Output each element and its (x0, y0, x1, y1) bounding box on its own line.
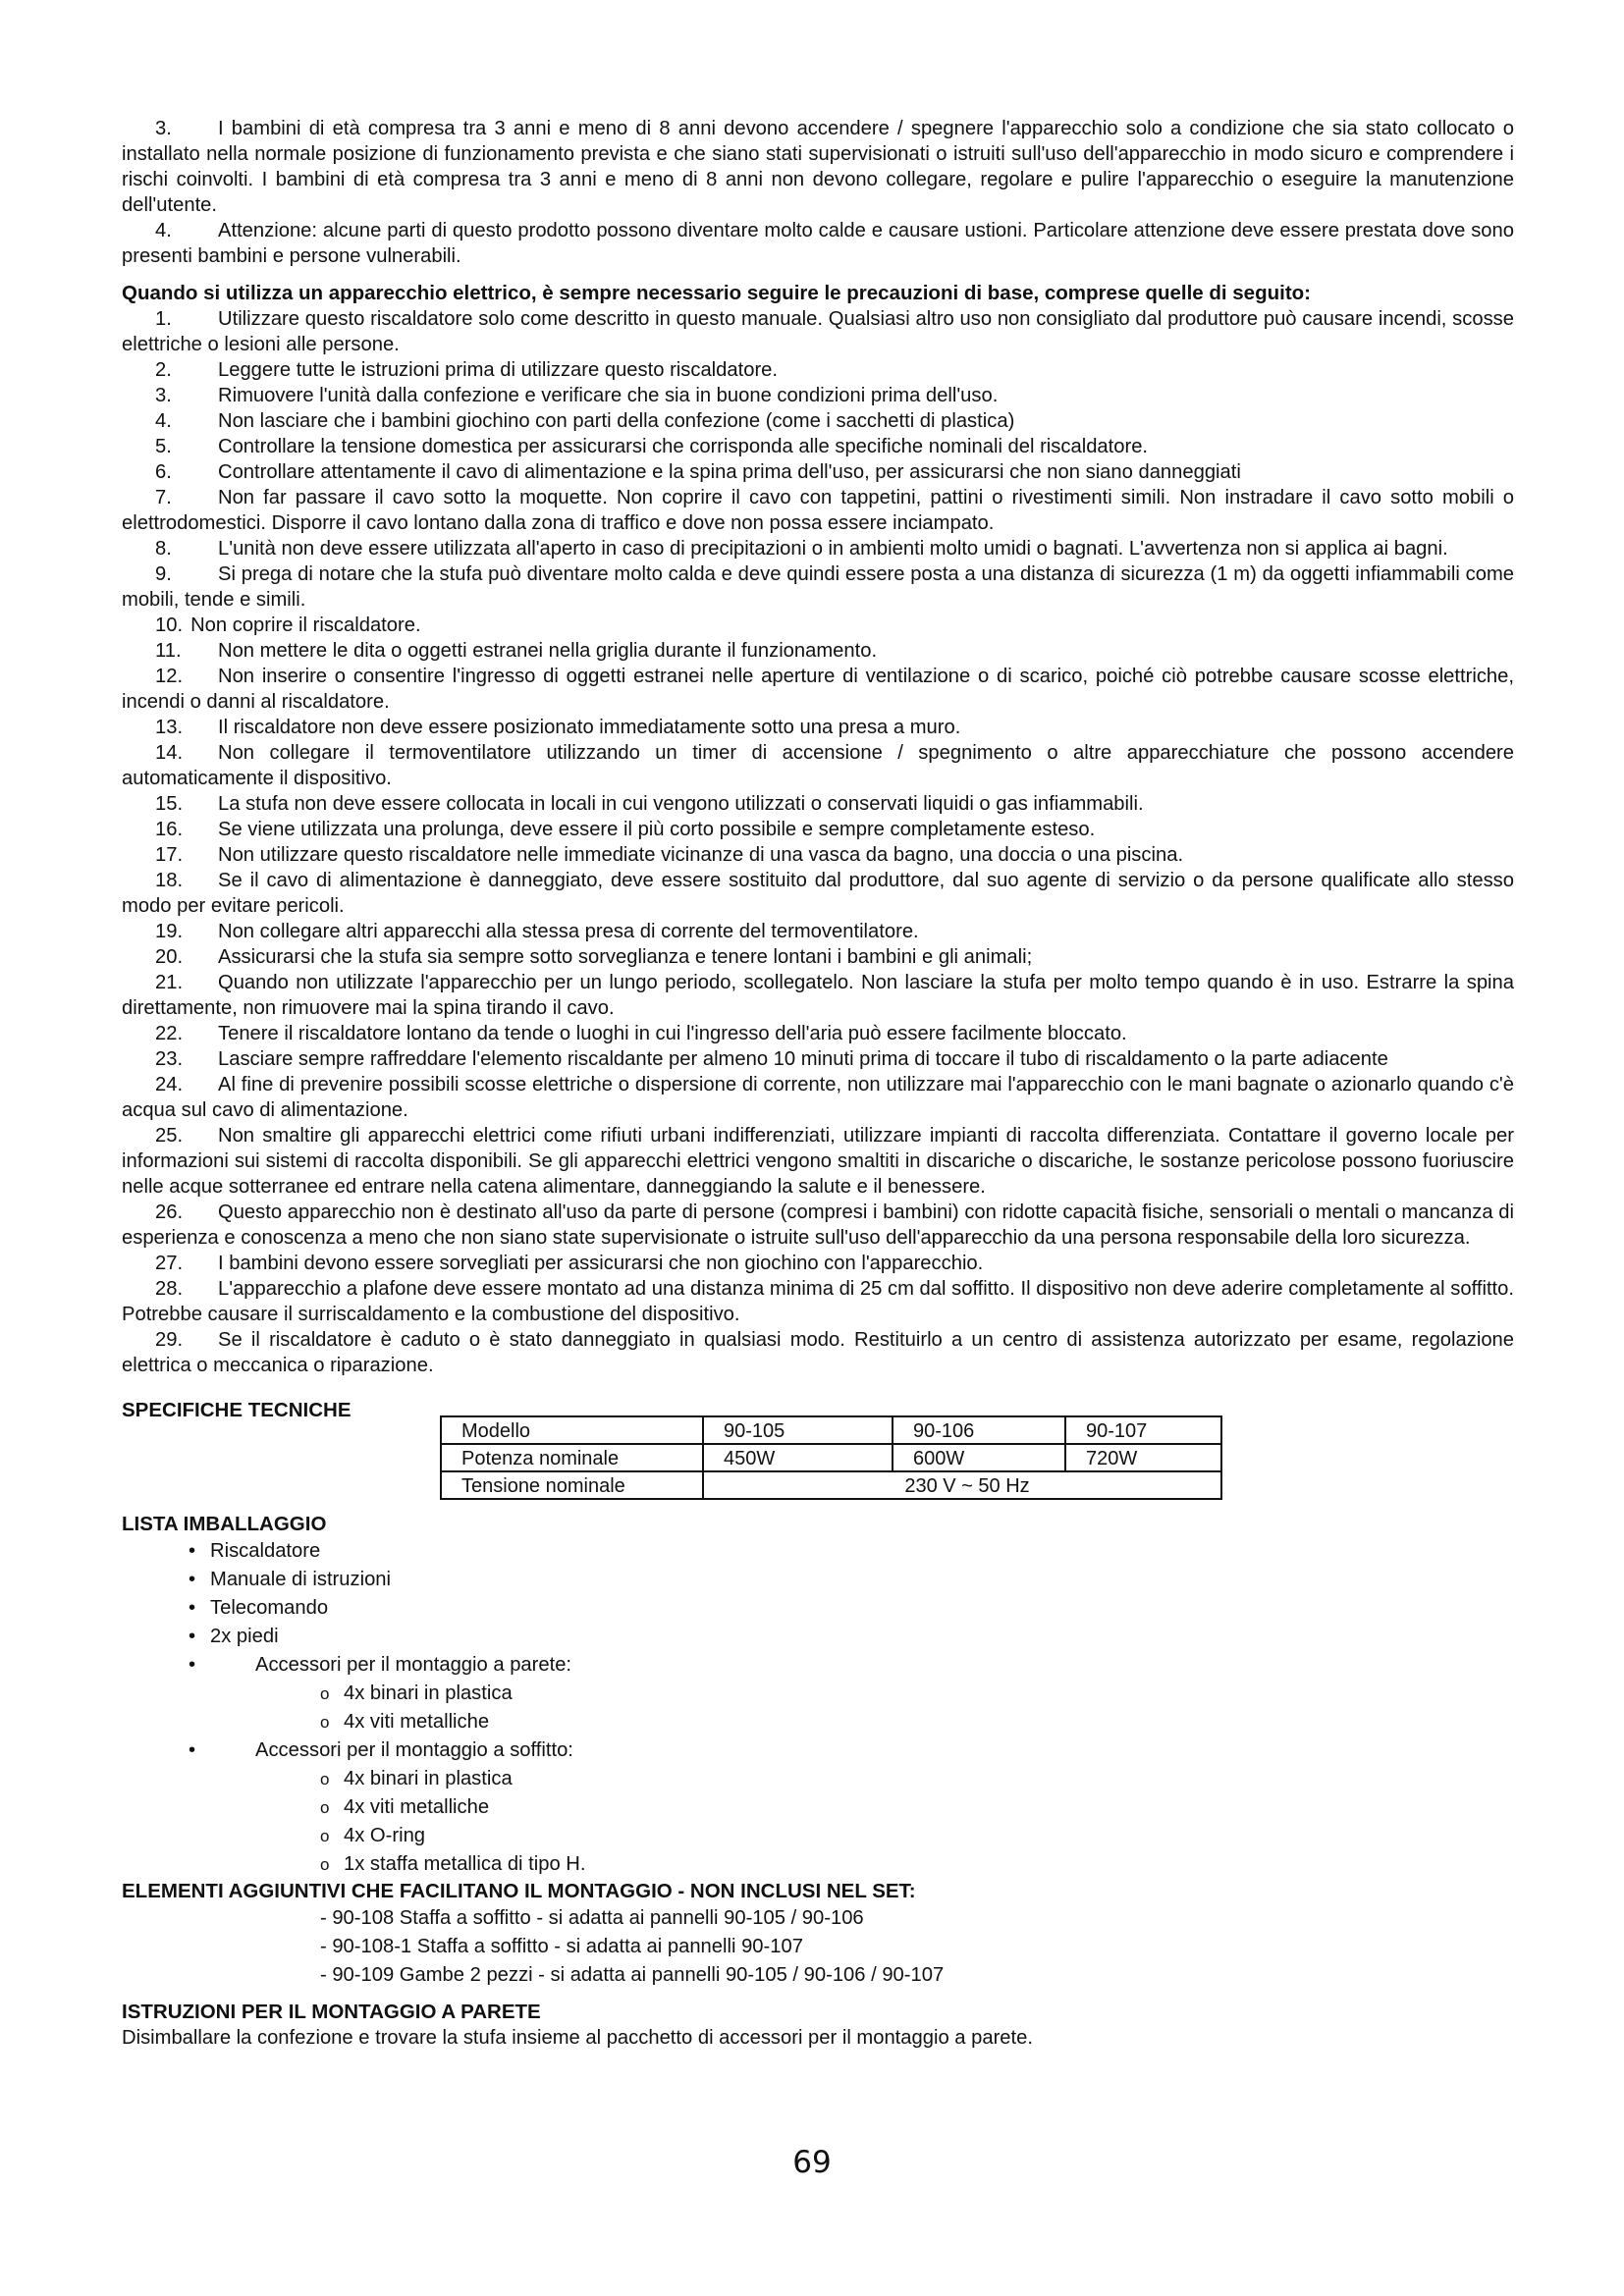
table-cell: 600W (893, 1444, 1065, 1471)
circle-bullet-icon: o (320, 1855, 330, 1874)
item-text: 4x binari in plastica (344, 1682, 513, 1704)
list-item (122, 613, 1514, 638)
item-text: Manuale di istruzioni (210, 1569, 392, 1590)
packing-list-continued (122, 1736, 1514, 1765)
item-number: 24. (155, 1074, 184, 1095)
item-text: I bambini di età compresa tra 3 anni e meno di 8 anni devono accendere / spegnere l'apparecchio solo a condizione che sia stato collocato o installato nella normale posizione di funzionamento prevista e che siano stati supervisionati o istruiti sull'uso dell'apparecchio in modo sicuro e comprendere i rischi coinvolti. I bambini di età compresa tra 3 anni e meno di 8 anni non devono collegare, regolare e pulire l'apparecchio o eseguire la manutenzione dell'utente. (122, 118, 1514, 216)
item-number: 26. (155, 1201, 184, 1223)
item-number: 4. (155, 410, 172, 432)
list-item (122, 1680, 1514, 1708)
list-item (122, 1850, 1514, 1879)
item-number: 19. (155, 921, 184, 942)
item-number: 21. (155, 972, 184, 993)
list-item (122, 536, 1514, 561)
table-cell: 90-106 (893, 1416, 1065, 1444)
item-text: 4x O-ring (344, 1825, 426, 1846)
item-number: 4. (155, 220, 172, 241)
item-number: 13. (155, 717, 184, 738)
item-text: Accessori per il montaggio a soffitto: (255, 1739, 573, 1761)
item-number: 10. (155, 614, 184, 636)
list-item (122, 383, 1514, 408)
circle-bullet-icon: o (320, 1827, 330, 1845)
item-text: Riscaldatore (210, 1540, 321, 1562)
list-item (122, 434, 1514, 459)
item-number: 18. (155, 870, 184, 891)
list-item (122, 1200, 1514, 1251)
list-item (122, 1566, 1514, 1594)
item-text: I bambini devono essere sorvegliati per assicurarsi che non giochino con l'apparecchio. (218, 1253, 984, 1274)
list-item (122, 970, 1514, 1021)
item-text: 4x viti metalliche (344, 1796, 490, 1818)
list-item (122, 1021, 1514, 1046)
item-number: 7. (155, 487, 172, 508)
item-text: L'unità non deve essere utilizzata all'aperto in caso di precipitazioni o in ambienti molto umidi o bagnati. L'avvertenza non si applica ai bagni. (218, 538, 1448, 560)
list-item (122, 1072, 1514, 1123)
bullet-icon: • (189, 1540, 196, 1562)
list-item (122, 791, 1514, 817)
list-item (122, 1651, 1514, 1680)
item-text: Non utilizzare questo riscaldatore nelle immediate vicinanze di una vasca da bagno, una doccia o una piscina. (218, 844, 1184, 866)
circle-bullet-icon: o (320, 1713, 330, 1732)
item-number: 17. (155, 844, 184, 866)
item-text: Se viene utilizzata una prolunga, deve essere il più corto possibile e sempre completamente esteso. (218, 819, 1096, 840)
list-item (122, 1251, 1514, 1276)
list-item (122, 408, 1514, 434)
extras-list (122, 1904, 1514, 1990)
list-item: - 90-108 Staffa a soffitto - si adatta ai pannelli 90-105 / 90-106 (320, 1907, 864, 1929)
item-text: Se il cavo di alimentazione è danneggiato, deve essere sostituito dal produttore, dal suo agente di servizio o da persone qualificate allo stesso modo per evitare pericoli. (122, 870, 1514, 917)
item-number: 28. (155, 1278, 184, 1300)
list-item (122, 740, 1514, 791)
item-number: 11. (155, 640, 182, 662)
table-cell: 90-107 (1065, 1416, 1221, 1444)
item-number: 5. (155, 436, 172, 457)
list-item (122, 116, 1514, 218)
extras-heading: ELEMENTI AGGIUNTIVI CHE FACILITANO IL MONTAGGIO - NON INCLUSI NEL SET: (122, 1880, 916, 1902)
item-text: Non coprire il riscaldatore. (190, 614, 421, 636)
item-number: 20. (155, 946, 184, 968)
table-cell: Potenza nominale (441, 1444, 703, 1471)
wall-mount-text: Disimballare la confezione e trovare la stufa insieme al pacchetto di accessori per il montaggio a parete. (122, 2027, 1033, 2049)
bullet-icon: • (189, 1739, 196, 1761)
item-text: Attenzione: alcune parti di questo prodotto possono diventare molto calde e causare ustioni. Particolare attenzione deve essere prestata dove sono presenti bambini e persone vulnerabili. (122, 220, 1514, 267)
item-text: Non mettere le dita o oggetti estranei nella griglia durante il funzionamento. (218, 640, 878, 662)
item-text: 2x piedi (210, 1626, 279, 1647)
list-item (122, 1537, 1514, 1566)
list-item (122, 1327, 1514, 1378)
list-item (122, 715, 1514, 740)
circle-bullet-icon: o (320, 1684, 330, 1703)
spec-section (122, 1398, 1514, 1504)
list-item (122, 664, 1514, 715)
packing-heading: LISTA IMBALLAGGIO (122, 1513, 327, 1535)
list-item (122, 944, 1514, 970)
manual-page (122, 116, 1514, 2051)
item-text: Telecomando (210, 1597, 329, 1619)
list-item (122, 1276, 1514, 1327)
bullet-icon: • (189, 1569, 196, 1590)
list-item (122, 1046, 1514, 1072)
wall-mount-heading: ISTRUZIONI PER IL MONTAGGIO A PARETE (122, 2001, 541, 2023)
list-item (122, 357, 1514, 383)
item-text: La stufa non deve essere collocata in locali in cui vengono utilizzati o conservati liquidi o gas infiammabili. (218, 793, 1144, 815)
item-number: 2. (155, 359, 172, 381)
item-text: Non collegare altri apparecchi alla stessa presa di corrente del termoventilatore. (218, 921, 919, 942)
wall-accessories-list (122, 1680, 1514, 1736)
ceiling-accessories-list (122, 1765, 1514, 1879)
item-text: Lasciare sempre raffreddare l'elemento riscaldante per almeno 10 minuti prima di toccare il tubo di riscaldamento o la parte adiacente (218, 1048, 1388, 1070)
item-text: Tenere il riscaldatore lontano da tende o luoghi in cui l'ingresso dell'aria può essere facilmente bloccato. (218, 1023, 1127, 1044)
list-item (122, 1594, 1514, 1623)
list-item (122, 1123, 1514, 1200)
table-cell: 90-105 (703, 1416, 893, 1444)
item-number: 1. (155, 308, 172, 330)
item-text: Controllare attentamente il cavo di alimentazione e la spina prima dell'uso, per assicurarsi che non siano danneggiati (218, 461, 1241, 483)
item-text: Si prega di notare che la stufa può diventare molto calda e deve quindi essere posta a una distanza di sicurezza (1 m) da oggetti infiammabili come mobili, tende e simili. (122, 563, 1514, 611)
table-row (441, 1416, 1221, 1444)
list-item (122, 459, 1514, 485)
table-cell: 450W (703, 1444, 893, 1471)
item-number: 8. (155, 538, 172, 560)
pre-items (122, 116, 1514, 269)
bullet-icon: • (189, 1654, 196, 1676)
item-text: Non inserire o consentire l'ingresso di oggetti estranei nelle aperture di ventilazione o di scarico, poiché ciò potrebbe causare scosse elettriche, incendi o danni al riscaldatore. (122, 666, 1514, 713)
list-item (122, 842, 1514, 868)
list-item (122, 919, 1514, 944)
item-number: 6. (155, 461, 172, 483)
item-text: Non collegare il termoventilatore utilizzando un timer di accensione / spegnimento o altre apparecchiature che possono accendere automaticamente il dispositivo. (122, 742, 1514, 789)
bullet-icon: • (189, 1597, 196, 1619)
item-text: Se il riscaldatore è caduto o è stato danneggiato in qualsiasi modo. Restituirlo a un centro di assistenza autorizzato per esame, regolazione elettrica o meccanica o riparazione. (122, 1329, 1514, 1376)
item-number: 27. (155, 1253, 184, 1274)
item-text: Il riscaldatore non deve essere posizionato immediatamente sotto una presa a muro. (218, 717, 961, 738)
list-item: - 90-108-1 Staffa a soffitto - si adatta ai pannelli 90-107 (320, 1936, 803, 1957)
item-text: Questo apparecchio non è destinato all'uso da parte di persone (compresi i bambini) con ridotte capacità fisiche, sensoriali o mentali o mancanza di esperienza e conoscenza a meno che non siano state supervisionate o istruite sull'uso dell'apparecchio da una persona responsabile della loro sicurezza. (122, 1201, 1514, 1249)
item-number: 22. (155, 1023, 184, 1044)
item-text: Accessori per il montaggio a parete: (255, 1654, 572, 1676)
list-item (122, 638, 1514, 664)
list-item (122, 1822, 1514, 1850)
item-number: 16. (155, 819, 184, 840)
spec-table (440, 1415, 1222, 1500)
item-text: Assicurarsi che la stufa sia sempre sotto sorveglianza e tenere lontani i bambini e gli animali; (218, 946, 1033, 968)
list-item (122, 1623, 1514, 1651)
item-text: Non far passare il cavo sotto la moquette. Non coprire il cavo con tappetini, pattini o rivestimenti simili. Non instradare il cavo sotto mobili o elettrodomestici. Disporre il cavo lontano dalla zona di traffico e dove non possa essere inciampato. (122, 487, 1514, 534)
item-text: L'apparecchio a plafone deve essere montato ad una distanza minima di 25 cm dal soffitto. Il dispositivo non deve aderire completamente al soffitto. Potrebbe causare il surriscaldamento e la combustione del dispositivo. (122, 1278, 1514, 1325)
list-item: - 90-109 Gambe 2 pezzi - si adatta ai pannelli 90-105 / 90-106 / 90-107 (320, 1964, 945, 1986)
item-number: 3. (155, 385, 172, 406)
list-item (122, 218, 1514, 269)
circle-bullet-icon: o (320, 1770, 330, 1789)
list-item (122, 1765, 1514, 1793)
item-text: 1x staffa metallica di tipo H. (344, 1853, 586, 1875)
item-number: 15. (155, 793, 184, 815)
item-text: Quando non utilizzate l'apparecchio per un lungo periodo, scollegatelo. Non lasciare la stufa per molto tempo quando è in uso. Estrarre la spina direttamente, non rimuovere mai la spina tirando il cavo. (122, 972, 1514, 1019)
table-cell: 720W (1065, 1444, 1221, 1471)
circle-bullet-icon: o (320, 1798, 330, 1817)
precautions-heading: Quando si utilizza un apparecchio elettrico, è sempre necessario seguire le precauzioni di base, comprese quelle di seguito: (122, 282, 1312, 304)
item-number: 3. (155, 118, 172, 139)
item-text: Rimuovere l'unità dalla confezione e verificare che sia in buone condizioni prima dell'uso. (218, 385, 999, 406)
table-row (441, 1471, 1221, 1499)
table-cell: 230 V ~ 50 Hz (703, 1471, 1221, 1499)
table-cell: Tensione nominale (441, 1471, 703, 1499)
item-number: 23. (155, 1048, 184, 1070)
list-item (122, 485, 1514, 536)
list-item (122, 306, 1514, 357)
list-item (122, 868, 1514, 919)
item-text: Non lasciare che i bambini giochino con parti della confezione (come i sacchetti di plastica) (218, 410, 1015, 432)
list-item (122, 1708, 1514, 1736)
item-number: 25. (155, 1125, 184, 1147)
bullet-icon: • (189, 1626, 196, 1647)
item-text: Utilizzare questo riscaldatore solo come descritto in questo manuale. Qualsiasi altro uso non consigliato dal produttore può causare incendi, scosse elettriche o lesioni alle persone. (122, 308, 1514, 355)
item-text: Non smaltire gli apparecchi elettrici come rifiuti urbani indifferenziati, utilizzare impianti di raccolta differenziata. Contattare il governo locale per informazioni sui sistemi di raccolta disponibili. Se gli apparecchi elettrici vengono smaltiti in discariche o discariche, le sostanze pericolose possono fuoriuscire nelle acque sotterranee ed entrare nella catena alimentare, danneggiando la salute e il benessere. (122, 1125, 1514, 1198)
item-text: Controllare la tensione domestica per assicurarsi che corrisponda alle specifiche nominali del riscaldatore. (218, 436, 1149, 457)
item-text: Leggere tutte le istruzioni prima di utilizzare questo riscaldatore. (218, 359, 779, 381)
item-text: 4x binari in plastica (344, 1768, 513, 1789)
item-number: 12. (155, 666, 184, 687)
table-cell: Modello (441, 1416, 703, 1444)
list-item (122, 1736, 1514, 1765)
page-number: 69 (792, 2145, 832, 2180)
list-item (122, 817, 1514, 842)
list-item (122, 561, 1514, 613)
packing-list (122, 1537, 1514, 1680)
item-number: 9. (155, 563, 172, 585)
item-text: Al fine di prevenire possibili scosse elettriche o dispersione di corrente, non utilizzare mai l'apparecchio con le mani bagnate o azionarlo quando c'è acqua sul cavo di alimentazione. (122, 1074, 1514, 1121)
table-row (441, 1444, 1221, 1471)
precautions-list (122, 306, 1514, 1378)
spec-heading: SPECIFICHE TECNICHE (122, 1399, 352, 1421)
item-number: 29. (155, 1329, 184, 1351)
item-text: 4x viti metalliche (344, 1711, 490, 1733)
list-item (122, 1793, 1514, 1822)
item-number: 14. (155, 742, 184, 764)
